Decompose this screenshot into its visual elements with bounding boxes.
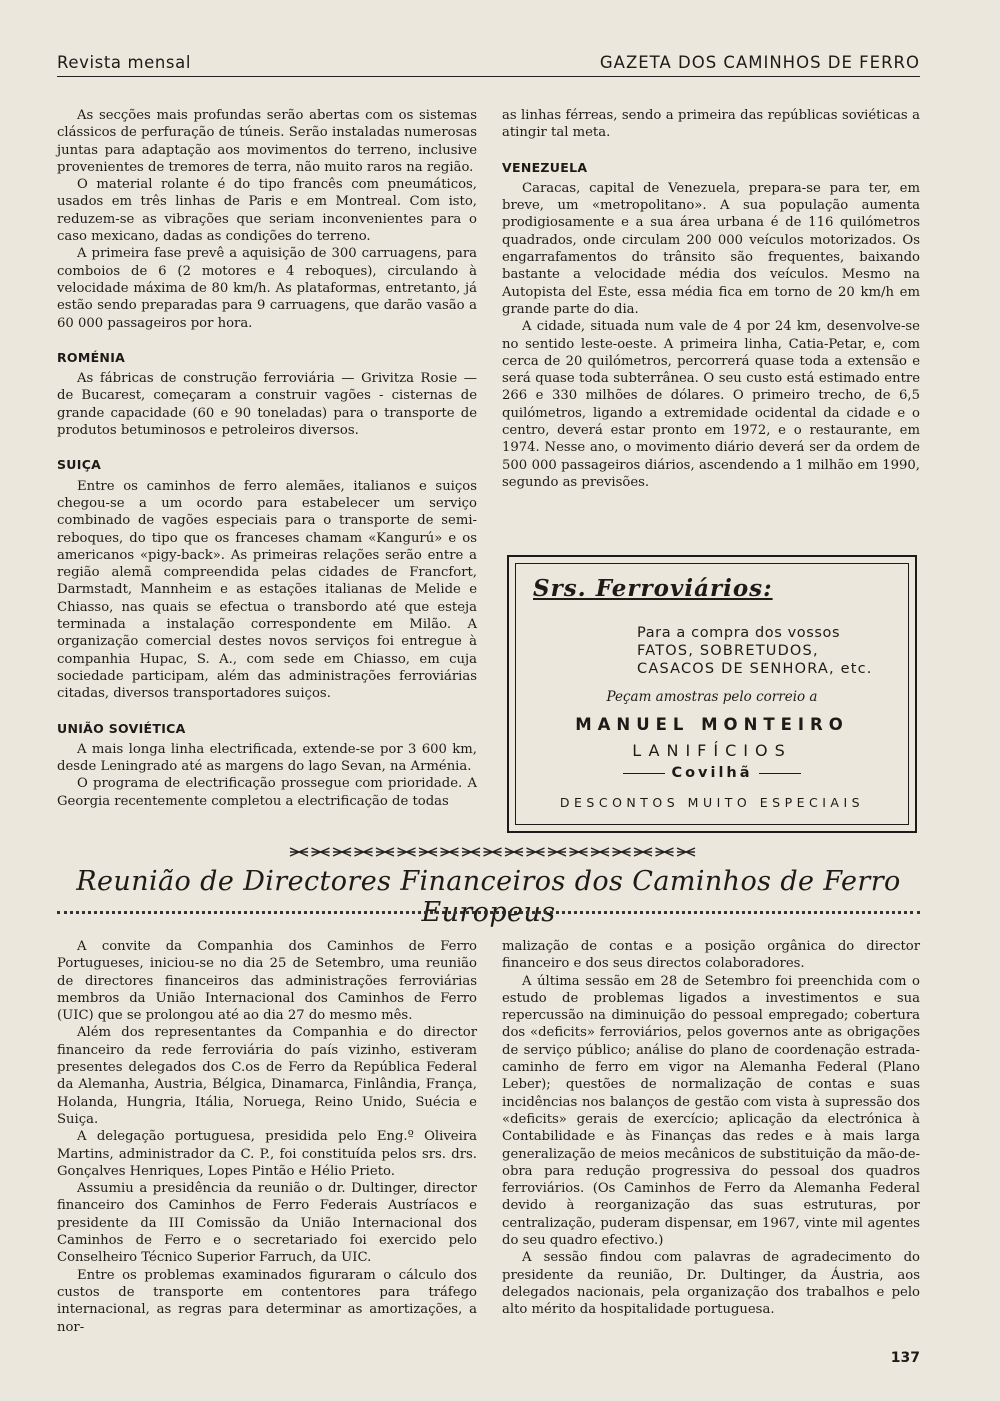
header-rule [57, 76, 920, 77]
running-header [57, 50, 920, 76]
header-left: Revista mensal [57, 53, 192, 72]
paragraph: A convite da Companhia dos Caminhos de Ferro Portugueses, iniciou-se no dia 25 de Setembro, uma reunião de directores financeiros das administrações ferroviárias membros da União Internacional dos Caminhos de Ferro (UIC) que se prolongou até ao dia 27 do mesmo mês. [57, 939, 477, 1024]
ornament-mark [376, 848, 394, 856]
section-heading-romenia: ROMÉNIA [57, 349, 126, 365]
column-bottom-left [57, 938, 477, 1336]
ad-request-samples: Peçam amostras pelo correio a [606, 689, 818, 705]
paragraph: malização de contas e a posição orgânica do director financeiro e dos seus directos colaboradores. [502, 939, 920, 972]
paragraph: Caracas, capital de Venezuela, prepara-se para ter, em breve, um «metropolitano». A sua população aumenta prodigiosamente e a sua área urbana é de 116 quilómetros quadrados, onde circulam 200 000 veículos motorizados. Os engarrafamentos do trânsito são frequentes, baixando bastante a velocidade média dos veículos. Mesmo na Autopista del Este, essa média fica em torno de 20 km/h em grande parte do dia. [502, 180, 920, 317]
ornament-mark [312, 848, 330, 856]
ornament-mark [333, 848, 351, 856]
header-right: GAZETA DOS CAMINHOS DE FERRO [599, 53, 920, 72]
paragraph: O programa de electrificação prossegue com prioridade. A Georgia recentemente completou a electrificação de todas [57, 776, 477, 809]
ad-line-1: Para a compra dos vossos [637, 625, 841, 641]
column-bottom-right [502, 938, 920, 1319]
ad-city-label: Covilhã [671, 765, 753, 781]
paragraph: Entre os problemas examinados figuraram o cálculo dos custos de transporte em contentores para tráfego internacional, as regras para determinar as amortizações, a nor- [57, 1267, 477, 1335]
ornament-mark [527, 848, 545, 856]
advertisement-box [507, 555, 917, 833]
paragraph: Assumiu a presidência da reunião o dr. Dultinger, director financeiro dos Caminhos de Ferro Federais Austríacos e presidente da III Comissão da União Internacional dos Caminhos de Ferro e o secretariado foi exercido pelo Conselheiro Técnico Superior Farruch, da UIC. [57, 1181, 477, 1266]
column-top-left [57, 107, 477, 810]
ornament-mark [419, 848, 437, 856]
paragraph: Entre os caminhos de ferro alemães, italianos e suiços chegou-se a um ocordo para estabelecer um serviço combinado de vagões especiais para o transporte de semi-reboques, do tipo que os franceses chamam «Kangurú» e os americanos «pigy-back». As primeiras relações serão entre a região alemã compreendida pelas cidades de Francfort, Darmstadt, Mannheim e as estações italianas de Melide e Chiasso, nas quais se efectua o transbordo até que esteja terminada a instalação correspondente em Milão. A organização comercial destes novos serviços foi entregue à companhia Hupac, S. A., com sede em Chiasso, em cuja sociedade participam, além das administrações ferroviárias citadas, diversos transportadores suiços. [57, 478, 477, 702]
ad-company-type: LANIFÍCIOS [632, 741, 792, 760]
section-heading-venezuela: VENEZUELA [502, 159, 588, 175]
ornament-mark [591, 848, 609, 856]
dash-rule [623, 773, 665, 774]
paragraph: as linhas férreas, sendo a primeira das repúblicas soviéticas a atingir tal meta. [502, 108, 920, 141]
ornament-mark [634, 848, 652, 856]
ad-discounts: DESCONTOS MUITO ESPECIAIS [559, 795, 865, 810]
paragraph: As secções mais profundas serão abertas com os sistemas clássicos de perfuração de túneis. Serão instaladas numerosas juntas para adaptação aos movimentos do terreno, inclusive provenientes de tremores de terra, não muito raros na região. [57, 108, 477, 175]
ornament-mark [570, 848, 588, 856]
ornament-mark [484, 848, 502, 856]
ornament-mark [290, 848, 308, 856]
ornament-mark [505, 848, 523, 856]
ornament-mark [656, 848, 674, 856]
ad-company-name: MANUEL MONTEIRO [575, 715, 849, 734]
ad-line-3: CASACOS DE SENHORA, etc. [637, 661, 873, 677]
paragraph: A cidade, situada num vale de 4 por 24 km, desenvolve-se no sentido leste-oeste. A primeira linha, Catia-Petar, e, com cerca de 20 quilómetros, percorrerá quase toda a extensão e será quase toda subterrânea. O seu custo está estimado entre 266 e 330 milhões de dólares. O primeiro trecho, de 6,5 quilómetros, ligando a extremidade ocidental da cidade e o centro, deverá estar pronto em 1972, e o restaurante, em 1974. Nesse ano, o movimento diário deverá ser da ordem de 500 000 passageiros diários, ascendendo a 1 milhão em 1990, segundo as previsões. [502, 319, 920, 490]
ad-city [509, 765, 915, 781]
ornament-mark [355, 848, 373, 856]
ornament-divider [288, 846, 698, 858]
paragraph: Além dos representantes da Companhia e do director financeiro da rede ferroviária do país vizinho, estiveram presentes delegados dos C.os de Ferro da República Federal da Alemanha, Austria, Bélgica, Dinamarca, Finlândia, França, Holanda, Hungria, Itália, Noruega, Reino Unido, Suécia e Suiça. [57, 1025, 477, 1127]
ornament-mark [613, 848, 631, 856]
ornament-mark [462, 848, 480, 856]
paragraph: A sessão findou com palavras de agradecimento do presidente da reunião, Dr. Dultinger, da Áustria, aos delegados nacionais, pela organização dos trabalhos e pelo alto mérito da hospitalidade portuguesa. [502, 1250, 920, 1318]
column-top-right [502, 107, 920, 491]
page-number: 137 [890, 1350, 920, 1366]
ad-title: Srs. Ferroviários: [533, 575, 773, 602]
ad-line-2: FATOS, SOBRETUDOS, [637, 643, 819, 659]
paragraph: A primeira fase prevê a aquisição de 300 carruagens, para comboios de 6 (2 motores e 4 reboques), circulando à velocidade máxima de 80 km/h. As plataformas, entretanto, já estão sendo preparadas para 9 carruagens, que darão vasão a 60 000 passageiros por hora. [57, 246, 477, 331]
ornament-mark [441, 848, 459, 856]
section-heading-suica: SUIÇA [57, 457, 102, 473]
section-heading-uniao-sovietica: UNIÃO SOVIÉTICA [57, 720, 186, 736]
dotted-rule [57, 911, 920, 914]
paragraph: As fábricas de construção ferroviária — Grivitza Rosie — de Bucarest, começaram a construir vagões - cisternas de grande capacidade (60 e 90 toneladas) para o transporte de produtos betuminosos e petroleiros diversos. [57, 371, 477, 439]
paragraph: A delegação portuguesa, presidida pelo Eng.º Oliveira Martins, administrador da C. P., foi constituída pelos srs. drs. Gonçalves Henriques, Lopes Pintão e Hélio Prieto. [57, 1129, 477, 1179]
paragraph: A última sessão em 28 de Setembro foi preenchida com o estudo de problemas ligados a investimentos e sua repercussão na diminuição do pessoal empregado; cobertura dos «deficits» ferroviários, pelos governos ante as obrigações de serviço público; análise do plano de coordenação estrada-caminho de ferro em vigor na Alemanha Federal (Plano Leber); questões de normalização de contas e suas incidências nos balanços de gestão com vista à supressão dos «deficits» gerais de exercício; aplicação da electrónica à Contabilidade e às Finanças das redes e à mais larga generalização de meios mecânicos de substituição da mão-de-obra para redução progressiva do pessoal dos quadros ferroviários. (Os Caminhos de Ferro da Alemanha Federal devido à reorganização das suas estruturas, por centralização, puderam dispensar, em 1967, vinte mil agentes do seu quadro efectivo.) [502, 973, 920, 1249]
paragraph: A mais longa linha electrificada, extende-se por 3 600 km, desde Leningrado até as margens do lago Sevan, na Arménia. [57, 741, 477, 775]
ornament-mark [677, 848, 695, 856]
dash-rule [759, 773, 801, 774]
ornament-mark [548, 848, 566, 856]
paragraph: O material rolante é do tipo francês com pneumáticos, usados em três linhas de Paris e em Montreal. Com isto, reduzem-se as vibrações que seriam inconvenientes para o caso mexicano, dadas as condições do terreno. [57, 177, 477, 245]
article-title: Reunião de Directores Financeiros dos Caminhos de Ferro Europeus [76, 866, 901, 928]
ornament-mark [398, 848, 416, 856]
